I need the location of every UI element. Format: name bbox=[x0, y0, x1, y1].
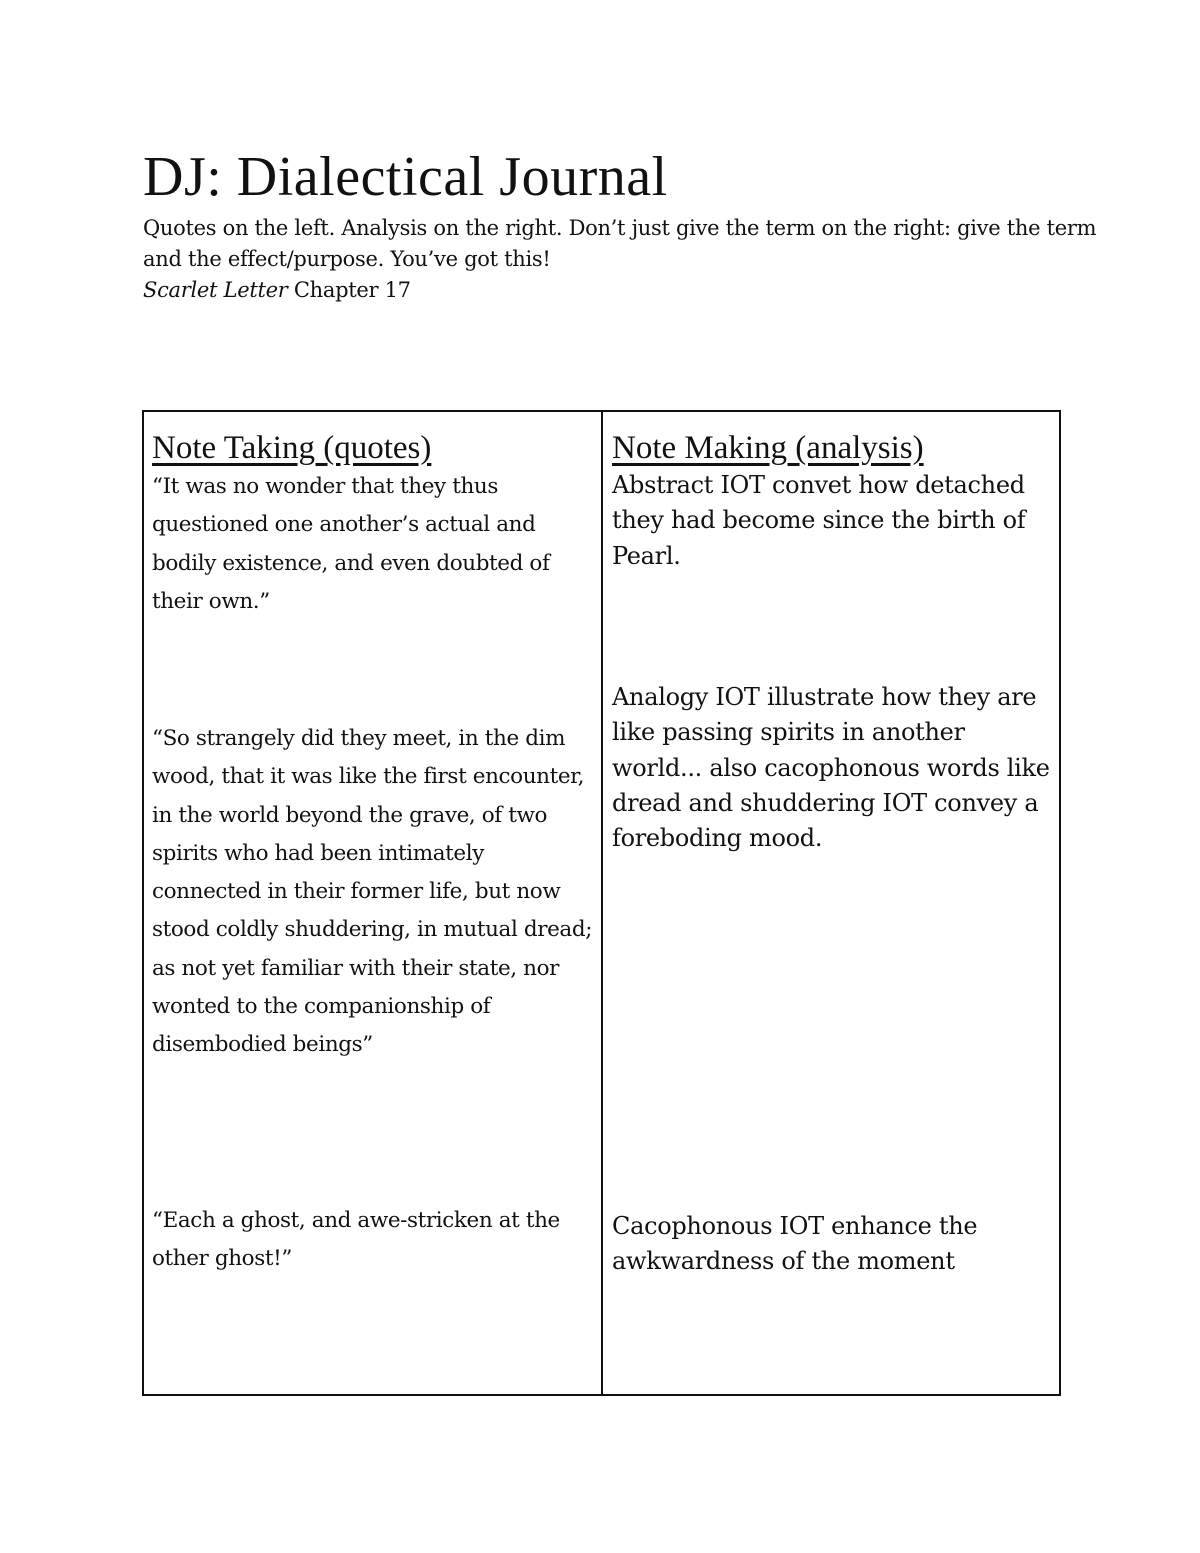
dialectical-journal-table bbox=[142, 410, 1061, 1396]
analysis-entry-1: Abstract IOT convet how detached they had become since the birth of Pearl. bbox=[612, 471, 1026, 570]
left-column-heading: Note Taking (quotes) bbox=[152, 430, 432, 466]
source-chapter: Chapter 17 bbox=[287, 278, 411, 302]
source-title: Scarlet Letter bbox=[143, 278, 288, 302]
source-line bbox=[143, 275, 1103, 306]
right-column-heading: Note Making (analysis) bbox=[612, 430, 924, 466]
quote-entry-2: “So strangely did they meet, in the dim wood, that it was like the first encounter, in the world beyond the grave, of two spirits who had been intimately connected in their former life, but now stood coldly shuddering, in mutual dread; as not yet familiar with their state, nor wonted to the companionship of disembodied beings” bbox=[152, 726, 593, 1058]
instructions-text: Quotes on the left. Analysis on the right. Don’t just give the term on the right: give the term and the effect/purpose. You’ve got this! bbox=[143, 216, 1097, 271]
quote-entry-1: “It was no wonder that they thus questioned one another’s actual and bodily existence, and even doubted of their own.” bbox=[152, 474, 550, 614]
quotes-column bbox=[144, 412, 601, 1394]
analysis-column bbox=[604, 412, 1059, 1394]
document-header bbox=[143, 143, 1103, 306]
column-divider bbox=[601, 412, 603, 1394]
page-title: DJ: Dialectical Journal bbox=[143, 146, 668, 208]
analysis-entry-2: Analogy IOT illustrate how they are like passing spirits in another world... also cacophonous words like dread and shuddering IOT convey a foreboding mood. bbox=[612, 683, 1050, 853]
quote-entry-3: “Each a ghost, and awe-stricken at the other ghost!” bbox=[152, 1208, 560, 1272]
analysis-entry-3: Cacophonous IOT enhance the awkwardness of the moment bbox=[612, 1212, 978, 1276]
